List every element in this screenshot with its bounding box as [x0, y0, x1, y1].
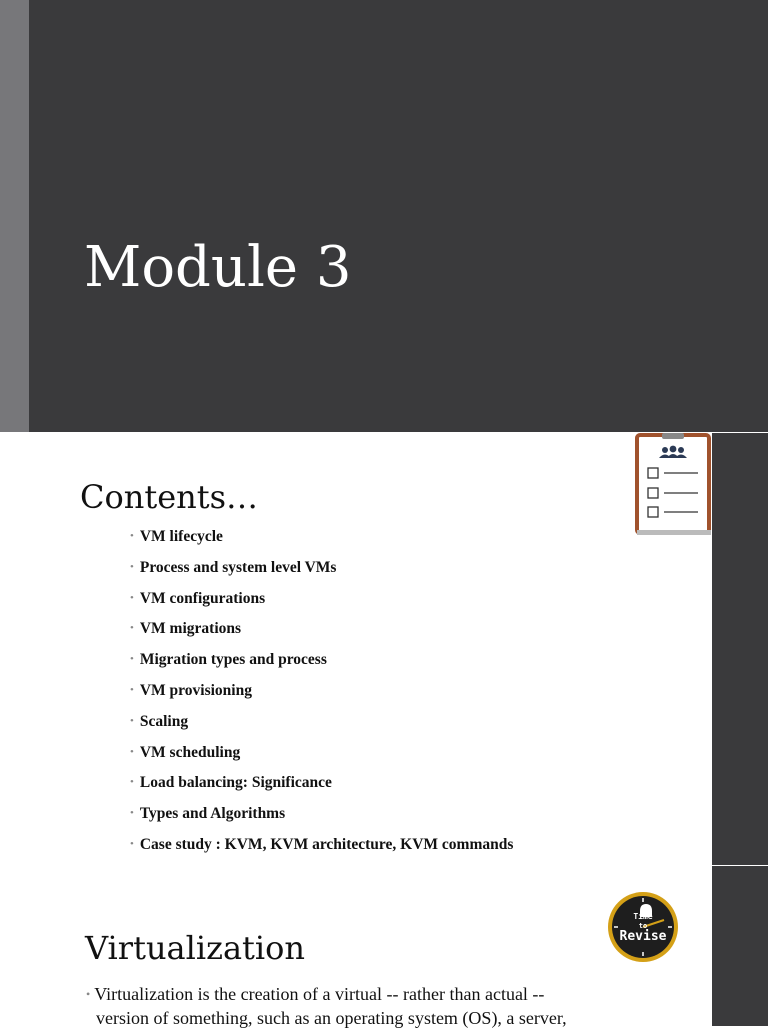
list-item: • VM migrations	[130, 620, 242, 638]
list-item: • Case study : KVM, KVM architecture, KVM commands	[130, 835, 514, 853]
list-item: • Load balancing: Significance	[130, 774, 332, 792]
list-item: • Types and Algorithms	[130, 805, 286, 823]
bullet: •	[130, 560, 134, 573]
list-item: • VM scheduling	[130, 743, 241, 761]
virtualization-heading: Virtualization	[85, 929, 305, 967]
bullet: •	[130, 807, 134, 820]
list-item: • VM lifecycle	[130, 528, 223, 545]
slide-title: Module 3	[84, 235, 352, 300]
accent-strip	[0, 0, 29, 432]
right-accent-bar	[712, 866, 768, 1026]
virtualization-slide	[0, 866, 768, 1026]
contents-heading: Contents…	[80, 478, 259, 516]
bullet: •	[130, 622, 134, 635]
bullet: •	[130, 683, 134, 696]
title-slide	[0, 0, 768, 432]
virtualization-paragraph: • Virtualization is the creation of a virtual -- rather than actual -- version of something, such as an operating system (OS), a server,	[86, 984, 567, 1028]
bullet: •	[130, 745, 134, 758]
list-item: • Migration types and process	[130, 651, 327, 669]
list-item: • VM provisioning	[130, 681, 252, 699]
bullet: •	[86, 987, 91, 1001]
bullet: •	[130, 653, 134, 666]
list-item: • Scaling	[130, 712, 189, 730]
clipboard-checklist-icon	[634, 433, 712, 537]
right-accent-bar	[712, 433, 768, 865]
bullet: •	[130, 530, 134, 542]
list-item: • VM configurations	[130, 589, 266, 607]
list-item: • Process and system level VMs	[130, 558, 337, 576]
time-to-revise-badge: Time to Revise	[606, 890, 680, 964]
bullet: •	[130, 837, 134, 850]
contents-slide	[0, 433, 768, 865]
bullet: •	[130, 714, 134, 727]
bullet: •	[130, 776, 134, 789]
bullet: •	[130, 591, 134, 604]
contents-list	[130, 525, 513, 864]
